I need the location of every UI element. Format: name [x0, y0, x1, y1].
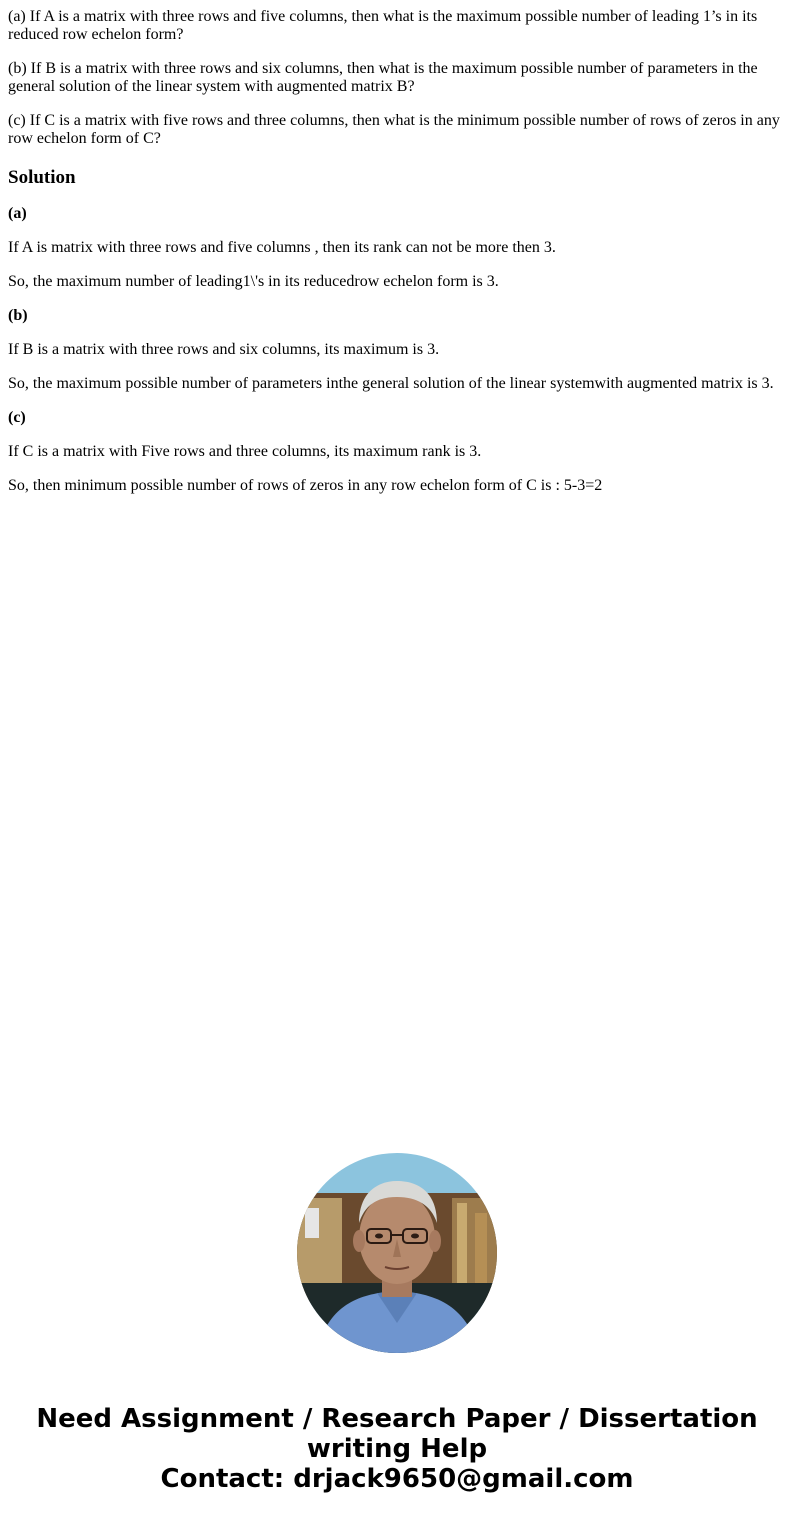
part-a-line-1: If A is matrix with three rows and five columns , then its rank can not be more then 3. — [8, 239, 556, 256]
question-a: (a) If A is a matrix with three rows and five columns, then what is the maximum possible number of leading 1’s in its reduced row echelon form? — [8, 8, 758, 43]
part-b-line-1: If B is a matrix with three rows and six columns, its maximum is 3. — [8, 341, 440, 358]
part-b-label: (b) — [8, 307, 28, 324]
document-body — [8, 8, 786, 511]
promo-line-2: writing Help — [306, 1434, 488, 1464]
author-portrait-image — [297, 1153, 497, 1353]
question-c: (c) If C is a matrix with five rows and three columns, then what is the minimum possible number of rows of zeros in any row echelon form of C? — [8, 112, 780, 147]
solution-heading: Solution — [8, 167, 76, 188]
part-c-label: (c) — [8, 409, 26, 426]
part-c-line-2: So, then minimum possible number of rows of zeros in any row echelon form of C is : 5-3=2 — [8, 477, 603, 494]
question-b: (b) If B is a matrix with three rows and six columns, then what is the maximum possible number of parameters in the general solution of the linear system with augmented matrix B? — [8, 60, 758, 95]
part-a-line-2: So, the maximum number of leading1\'s in its reducedrow echelon form is 3. — [8, 273, 499, 290]
promo-contact-line: Contact: drjack9650@gmail.com — [160, 1464, 634, 1494]
author-avatar — [297, 1153, 497, 1353]
part-a-label: (a) — [8, 205, 27, 222]
promo-banner — [0, 1404, 794, 1494]
part-b-line-2: So, the maximum possible number of parameters inthe general solution of the linear systemwith augmented matrix is 3. — [8, 375, 774, 392]
part-c-line-1: If C is a matrix with Five rows and three columns, its maximum rank is 3. — [8, 443, 482, 460]
promo-line-1: Need Assignment / Research Paper / Dissertation — [36, 1404, 758, 1434]
